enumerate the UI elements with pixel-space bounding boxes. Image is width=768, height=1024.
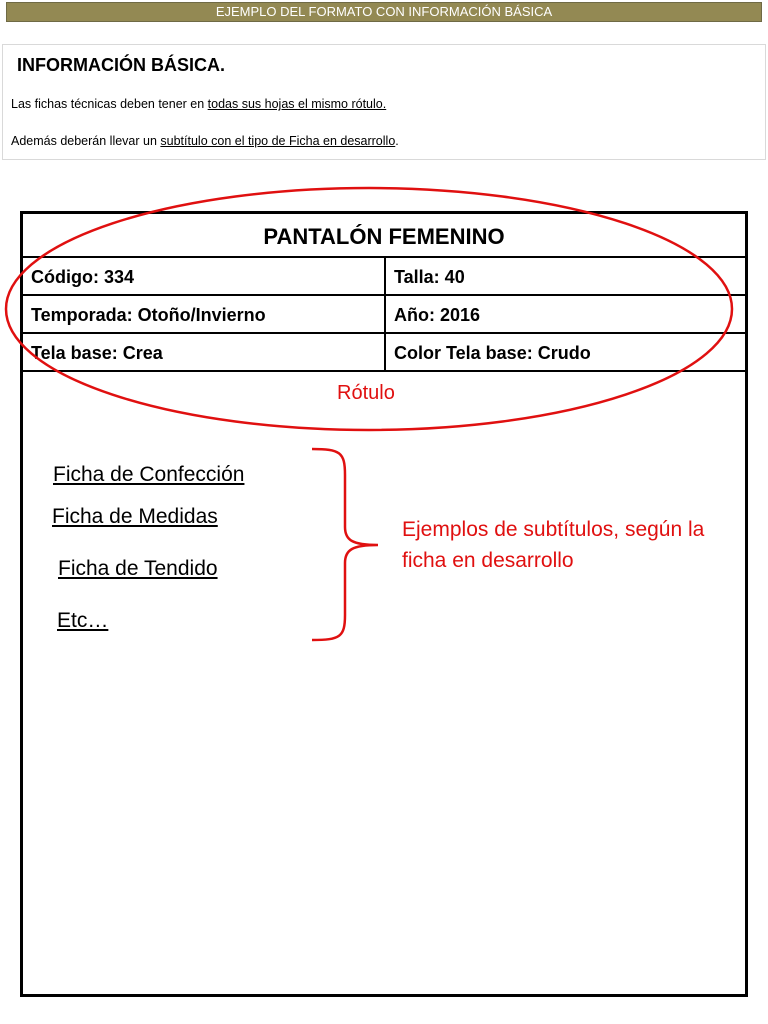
cell-codigo: Código: 334	[31, 267, 135, 287]
column-divider	[384, 258, 386, 372]
subtitle-medidas: Ficha de Medidas	[52, 505, 218, 528]
subtitle-tendido: Ficha de Tendido	[58, 557, 218, 580]
cell-talla: Talla: 40	[394, 267, 465, 287]
info-line-2-underlined: subtítulo con el tipo de Ficha en desarrollo	[160, 134, 396, 148]
technical-sheet	[20, 211, 748, 997]
info-line-1	[11, 97, 386, 111]
cell-ano: Año: 2016	[394, 305, 481, 325]
info-title: INFORMACIÓN BÁSICA.	[17, 55, 225, 75]
cell-color-tela: Color Tela base: Crudo	[394, 343, 591, 363]
sheet-title: PANTALÓN FEMENINO	[23, 214, 745, 258]
info-line-2-suffix: .	[395, 134, 399, 148]
header-banner: EJEMPLO DEL FORMATO CON INFORMACIÓN BÁSICA	[6, 2, 762, 22]
rotulo-label: Rótulo	[337, 382, 395, 404]
subtitle-note: Ejemplos de subtítulos, según la ficha en desarrollo	[402, 518, 705, 572]
info-line-2	[11, 134, 399, 148]
info-line-2-text: Además deberán llevar un	[11, 134, 161, 148]
subtitle-etc: Etc…	[57, 609, 109, 632]
info-line-1-text: Las fichas técnicas deben tener en	[11, 97, 208, 111]
info-line-1-underlined: todas sus hojas el mismo rótulo.	[207, 97, 387, 111]
cell-temporada: Temporada: Otoño/Invierno	[31, 305, 266, 325]
cell-tela-base: Tela base: Crea	[31, 343, 163, 363]
info-section	[2, 44, 766, 160]
subtitle-confeccion: Ficha de Confección	[53, 463, 245, 486]
